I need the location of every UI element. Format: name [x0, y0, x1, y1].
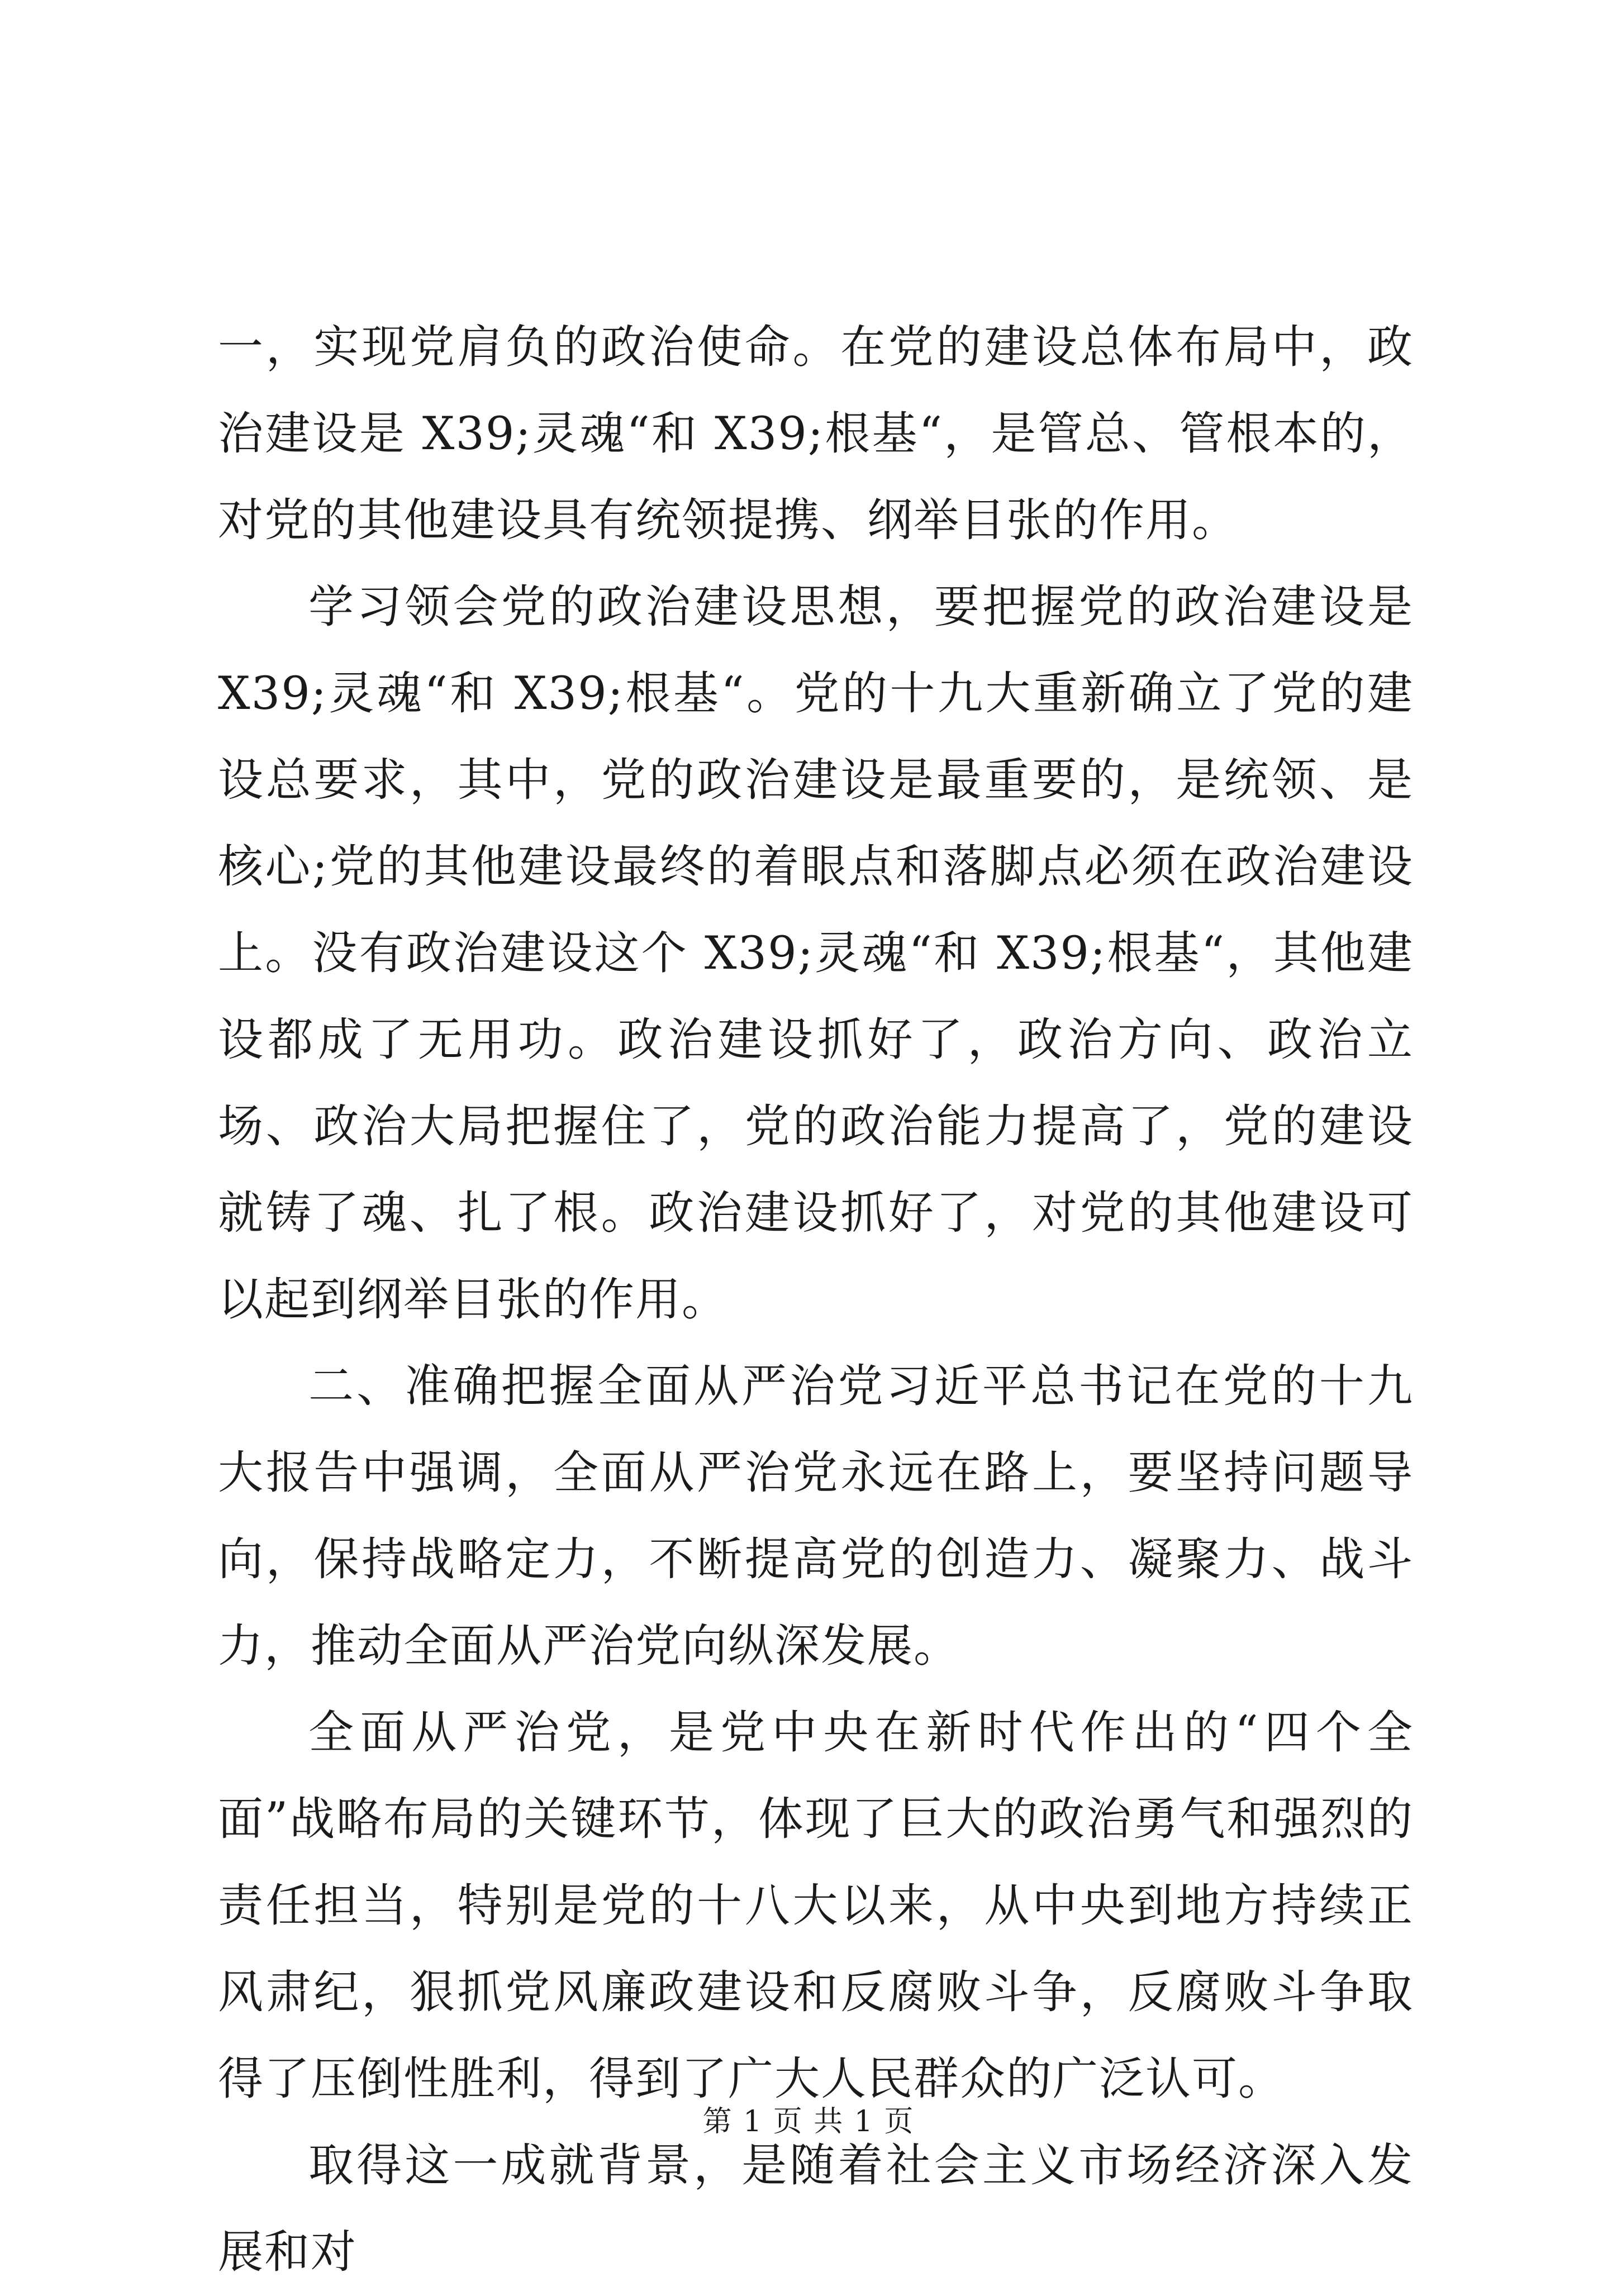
page-footer: 第 1 页 共 1 页 — [702, 2105, 915, 2138]
paragraph-3: 二、准确把握全面从严治党习近平总书记在党的十九大报告中强调，全面从严治党永远在路上，要坚持问题导向，保持战略定力，不断提高党的创造力、凝聚力、战斗力，推动全面从严治党向纵深发展。 — [218, 1360, 1414, 1673]
paragraph-2: 学习领会党的政治建设思想，要把握党的政治建设是 X39;灵魂“和 X39;根基“。党的十九大重新确立了党的建设总要求，其中，党的政治建设是最重要的，是统领、是核心;党的其他建设最终的着眼点和落脚点必须在政治建设上。没有政治建设这个 X39;灵魂“和 X39;根基“，其他建设都成了无用功。政治建设抓好了，政治方向、政治立场、政治大局把握住了，党的政治能力提高了，党的建设就铸了魂、扎了根。政治建设抓好了，对党的其他建设可以起到纲举目张的作用。 — [218, 581, 1414, 1326]
paragraph-1: 一，实现党肩负的政治使命。在党的建设总体布局中，政治建设是 X39;灵魂“和 X39;根基“，是管总、管根本的，对党的其他建设具有统领提携、纲举目张的作用。 — [218, 321, 1414, 547]
paragraph-5: 取得这一成就背景，是随着社会主义市场经济深入发展和对 — [218, 2140, 1414, 2279]
paragraph-4: 全面从严治党，是党中央在新时代作出的“四个全面”战略布局的关键环节，体现了巨大的政治勇气和强烈的责任担当，特别是党的十八大以来，从中央到地方持续正风肃纪，狠抓党风廉政建设和反腐败斗争，反腐败斗争取得了压倒性胜利，得到了广大人民群众的广泛认可。 — [218, 1707, 1414, 2106]
document-body — [218, 304, 1414, 2296]
